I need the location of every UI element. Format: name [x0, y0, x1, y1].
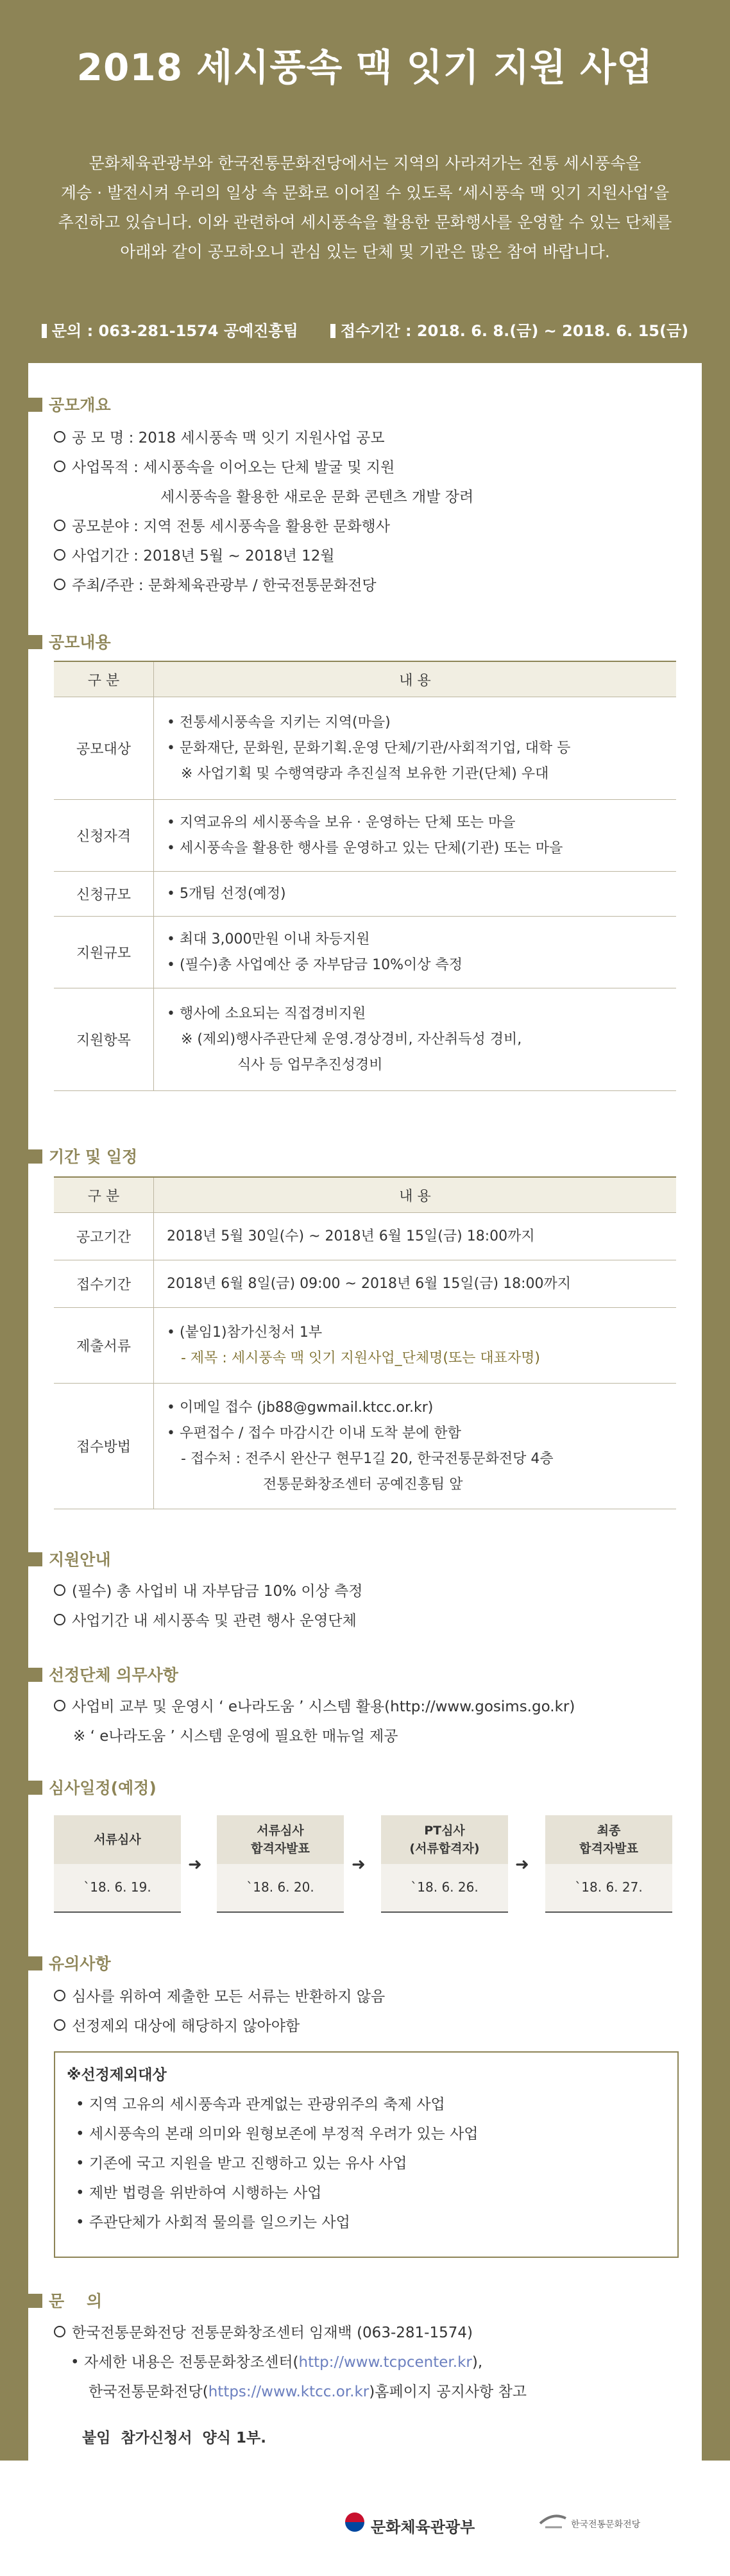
- table-header-cell: 구 분: [54, 1177, 154, 1213]
- row-value: • 5개팀 선정(예정): [154, 872, 677, 917]
- section-square-icon: [28, 635, 42, 649]
- section-duty-title: 선정단체 의무사항: [28, 1663, 178, 1686]
- table-row: [54, 1384, 676, 1509]
- row-value: • 전통세시풍속을 지키는 지역(마을) • 문화재단, 문화원, 문화기획․운영 단체/기관/사회적기업, 대학 등 ※ 사업기획 및 수행역량과 추진실적 보유한 기관(단체) 우대: [154, 697, 677, 800]
- circle-bullet-icon: [54, 431, 65, 443]
- tcpcenter-link[interactable]: http://www.tcpcenter.kr: [298, 2354, 472, 2371]
- hero-desc-line: 계승 · 발전시켜 우리의 일상 속 문화로 이어질 수 있도록 ‘세시풍속 맥 잇기 지원사업’을: [60, 183, 670, 202]
- support-item: (필수) 총 사업비 내 자부담금 10% 이상 측정: [54, 1579, 363, 1600]
- ktcc-logo-text: 한국전통문화전당: [571, 2520, 641, 2530]
- contact-phone: 문의 : 063-281-1574 공예진흥팀: [51, 322, 298, 340]
- table-row: [54, 1260, 676, 1308]
- exclusion-box-title: ※선정제외대상: [67, 2067, 167, 2083]
- taegeuk-logo-icon: [345, 2512, 364, 2532]
- review-step: [381, 1815, 508, 1913]
- section-review-title: 심사일정(예정): [28, 1775, 157, 1799]
- overview-item: 공모분야 : 지역 전통 세시풍속을 활용한 문화행사: [54, 514, 390, 536]
- table-row: [54, 988, 676, 1091]
- overview-item-continued: 세시풍속을 활용한 새로운 문화 콘텐츠 개발 장려: [160, 489, 474, 505]
- row-key: 공고기간: [54, 1213, 154, 1260]
- hero-banner: [0, 0, 730, 346]
- section-square-icon: [28, 1552, 42, 1566]
- overview-item: 주최/주관 : 문화체육관광부 / 한국전통문화전당: [54, 573, 377, 595]
- row-key: 제출서류: [54, 1308, 154, 1384]
- hero-desc-line: 문화체육관광부와 한국전통문화전당에서는 지역의 사라져가는 전통 세시풍속을: [89, 154, 641, 173]
- row-value: • 지역교유의 세시풍속을 보유 · 운영하는 단체 또는 마을 • 세시풍속을 활용한 행사를 운영하고 있는 단체(기관) 또는 마을: [154, 800, 677, 872]
- section-square-icon: [28, 398, 42, 412]
- overview-item: 사업기간 : 2018년 5월 ~ 2018년 12월: [54, 544, 335, 565]
- bullet-square-icon: [330, 324, 335, 338]
- circle-bullet-icon: [54, 1614, 65, 1625]
- table-row: [54, 1213, 676, 1260]
- review-step-date: `18. 6. 27.: [575, 1879, 643, 1895]
- hero-contact-info: [0, 318, 730, 341]
- section-square-icon: [28, 1149, 42, 1164]
- circle-bullet-icon: [54, 1584, 65, 1596]
- caution-item: 선정제외 대상에 해당하지 않아야함: [54, 2014, 300, 2035]
- exclusion-item: • 주관단체가 사회적 물의를 일으키는 사업: [76, 2214, 350, 2231]
- support-item: 사업기간 내 세시풍속 및 관련 행사 운영단체: [54, 1609, 357, 1630]
- ktcc-roof-logo-icon: [539, 2509, 567, 2532]
- table-header-cell: 내 용: [154, 661, 677, 697]
- review-step-title: 최종 합격자발표: [545, 1815, 672, 1864]
- section-content-title: 공모내용: [28, 630, 111, 653]
- inquiry-contact: 한국전통문화전당 전통문화창조센터 임재백 (063-281-1574): [54, 2321, 473, 2342]
- row-key: 접수방법: [54, 1384, 154, 1509]
- exclusion-item: • 제반 법령을 위반하여 시행하는 사업: [76, 2185, 322, 2201]
- review-step-title: 서류심사 합격자발표: [217, 1815, 344, 1864]
- section-overview-title: 공모개요: [28, 393, 111, 416]
- duty-item: 사업비 교부 및 운영시 ‘ e나라도움 ’ 시스템 활용(http://www.gosims.go.kr): [54, 1695, 575, 1716]
- overview-item: 사업목적 : 세시풍속을 이어오는 단체 발굴 및 지원: [54, 455, 395, 477]
- email-text: • 이메일 접수 (jb88@gwmail.ktcc.or.kr): [167, 1399, 434, 1416]
- table-header-cell: 내 용: [154, 1177, 677, 1213]
- application-period: 접수기간 : 2018. 6. 8.(금) ~ 2018. 6. 15(금): [340, 322, 689, 340]
- section-inquiry-title: 문 의: [28, 2289, 102, 2312]
- row-value: • 이메일 접수 (jb88@gwmail.ktcc.or.kr) • 우편접수 / 접수 마감시간 이내 도착 분에 한함 - 접수처 : 전주시 완산구 현무1길 20, 한국전통문화전당 4층 전통문화창조센터 공예진흥팀 앞: [154, 1384, 677, 1509]
- row-key: 지원항목: [54, 988, 154, 1091]
- exclusion-item: • 세시풍속의 본래 의미와 원형보존에 부정적 우려가 있는 사업: [76, 2126, 479, 2142]
- content-table: [54, 661, 676, 1091]
- review-step-title: PT심사 (서류합격자): [381, 1815, 508, 1864]
- review-step: [545, 1815, 672, 1913]
- row-value: 2018년 6월 8일(금) 09:00 ~ 2018년 6월 15일(금) 18:00까지: [154, 1260, 677, 1308]
- table-row: [54, 1308, 676, 1384]
- attachment-note: 붙임 참가신청서 양식 1부.: [82, 2430, 266, 2446]
- overview-item: 공 모 명 : 2018 세시풍속 맥 잇기 지원사업 공모: [54, 426, 385, 447]
- caution-item: 심사를 위하여 제출한 모든 서류는 반환하지 않음: [54, 1985, 385, 2006]
- table-row: [54, 917, 676, 988]
- ktcc-link[interactable]: https://www.ktcc.or.kr: [208, 2384, 369, 2400]
- mcst-logo-text: 문화체육관광부: [371, 2518, 475, 2536]
- duty-note: ※ ‘ e나라도움 ’ 시스템 운영에 필요한 매뉴얼 제공: [73, 1728, 398, 1745]
- circle-bullet-icon: [54, 549, 65, 561]
- row-key: 공모대상: [54, 697, 154, 800]
- circle-bullet-icon: [54, 1990, 65, 2001]
- row-key: 접수기간: [54, 1260, 154, 1308]
- row-value: • 최대 3,000만원 이내 차등지원 • (필수)총 사업예산 중 자부담금 10%이상 측정: [154, 917, 677, 988]
- review-step: [54, 1815, 181, 1913]
- section-caution-title: 유의사항: [28, 1951, 111, 1974]
- schedule-table: [54, 1176, 676, 1509]
- circle-bullet-icon: [54, 2326, 65, 2337]
- arrow-right-icon: ➜: [352, 1855, 366, 1874]
- circle-bullet-icon: [54, 579, 65, 590]
- table-row: [54, 872, 676, 917]
- table-row: [54, 800, 676, 872]
- circle-bullet-icon: [54, 461, 65, 472]
- review-step-title: 서류심사: [54, 1815, 181, 1864]
- review-step-date: `18. 6. 20.: [246, 1879, 314, 1895]
- row-key: 신청자격: [54, 800, 154, 872]
- exclusion-item: • 지역 고유의 세시풍속과 관계없는 관광위주의 축제 사업: [76, 2096, 445, 2113]
- hero-desc-line: 추진하고 있습니다. 이와 관련하여 세시풍속을 활용한 문화행사를 운영할 수 있는 단체를: [58, 213, 672, 232]
- section-square-icon: [28, 1781, 42, 1795]
- row-value: • 행사에 소요되는 직접경비지원 ※ (제외)행사주관단체 운영․경상경비, 자산취득성 경비, 식사 등 업무추진성경비: [154, 988, 677, 1091]
- hero-description: [45, 149, 685, 267]
- section-square-icon: [28, 1668, 42, 1682]
- section-square-icon: [28, 1956, 42, 1970]
- page-title: 2018 세시풍속 맥 잇기 지원 사업: [76, 46, 654, 89]
- row-key: 신청규모: [54, 872, 154, 917]
- row-value: 2018년 5월 30일(수) ~ 2018년 6월 15일(금) 18:00까지: [154, 1213, 677, 1260]
- section-square-icon: [28, 2294, 42, 2308]
- table-header-row: [54, 1177, 676, 1213]
- inquiry-detail: • 자세한 내용은 전통문화창조센터(http://www.tcpcenter.kr),: [71, 2354, 483, 2371]
- hero-desc-line: 아래와 같이 공모하오니 관심 있는 단체 및 기관은 많은 참여 바랍니다.: [120, 242, 610, 261]
- exclusion-item: • 기존에 국고 지원을 받고 진행하고 있는 유사 사업: [76, 2155, 407, 2172]
- inquiry-detail: 한국전통문화전당(https://www.ktcc.or.kr)홈페이지 공지사항 참고: [89, 2384, 527, 2400]
- circle-bullet-icon: [54, 520, 65, 531]
- section-support-title: 지원안내: [28, 1547, 111, 1570]
- section-schedule-title: 기간 및 일정: [28, 1144, 137, 1167]
- row-key: 지원규모: [54, 917, 154, 988]
- table-row: [54, 697, 676, 800]
- review-step-date: `18. 6. 26.: [411, 1879, 479, 1895]
- row-value: • (붙임1)참가신청서 1부 - 제목 : 세시풍속 맥 잇기 지원사업_단체명(또는 대표자명): [154, 1308, 677, 1384]
- table-header-row: [54, 661, 676, 697]
- review-step-date: `18. 6. 19.: [83, 1879, 151, 1895]
- bullet-square-icon: [42, 324, 47, 338]
- circle-bullet-icon: [54, 1700, 65, 1711]
- circle-bullet-icon: [54, 2019, 65, 2031]
- arrow-right-icon: ➜: [515, 1855, 529, 1874]
- table-header-cell: 구 분: [54, 661, 154, 697]
- review-step: [217, 1815, 344, 1913]
- arrow-right-icon: ➜: [188, 1855, 202, 1874]
